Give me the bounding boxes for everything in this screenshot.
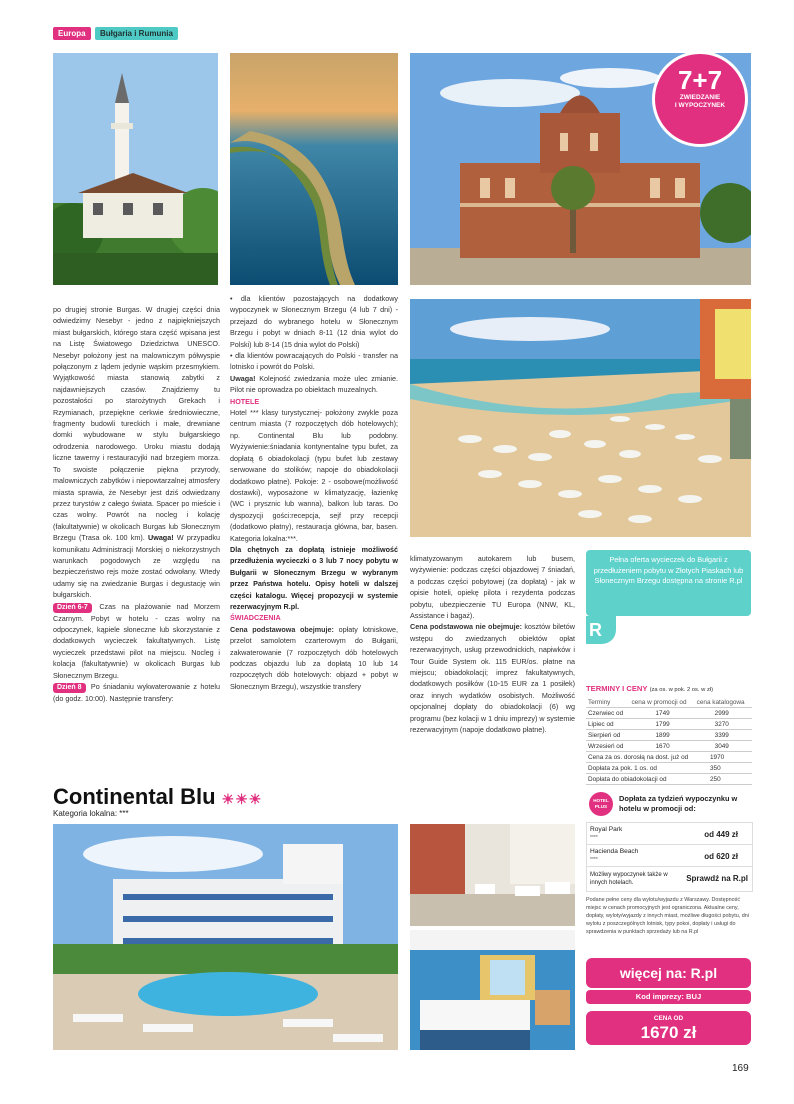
table-row [586,730,752,741]
term-cell: Wrzesień od [586,741,629,752]
col1-paragraph: po drugiej stronie Burgas. W drugiej części dnia odwiedzimy Nesebyr - jedno z najpiękniejszych miast bułgarskich, którego stara część wpisana jest na Listę Światowego Dziedzictwa UNESCO. Nesebyr położony jest na malowniczym półwyspie połączonym z lądem jedynie wąskim przesmykiem. Wyjątkowość miasta stanowią zabytki z najdawniejszych czasów. Znajdziemy tu pozostałości po starożytnych Grekach i Rzymianach, przepiękne cerkwie średniowieczne, fragmenty budowli tureckich i małe, drewniane domki wybudowane w stylu bułgarskiego odrodzenia narodowego. Uroku miastu dodają liczne tawerny i restauracyjki nad brzegiem morza. To swoiste połączenie piękna przyrody, malowniczych zabytków i niepowtarzalnej atmosfery miasta sprawia, że Nesebyr jest dziś odwiedzany przez turystów z całego świata. Spacer po mieście i czas wolny. Powrót na nocleg i kolację (fakultatywnie) w okolicach Burgas lub Słonecznym Brzegu (Trasa ok. 100 km). [53,305,220,543]
hotel-offer-name: Royal Park [590,826,623,833]
cena-obejmuje-label: Cena podstawowa obejmuje: [230,624,334,634]
region-tag: Europa [53,27,91,40]
prices-table [586,697,752,752]
promo-price-cell: 1670 [629,741,694,752]
check-on-rpl-link[interactable]: Sprawdź na R.pl [686,874,748,883]
uwaga-label: Uwaga! [148,533,174,543]
extra-label: Dopłata do obiadokolacji od [586,774,708,785]
term-cell: Lipiec od [586,719,629,730]
badge-number: 7+7 [677,65,723,95]
day-6-7-tag: Dzień 6-7 [53,603,92,613]
r-logo-icon[interactable]: R [589,620,602,640]
table-row [586,719,752,730]
extra-value: 350 [708,763,752,774]
term-cell: Czerwiec od [586,708,629,719]
more-hotels-label: Możliwy wypoczynek także w innych hotelach. [590,872,668,886]
category-label: Kategoria lokalna: *** [53,809,129,818]
catalog-price-cell: 2999 [695,708,752,719]
more-on-rpl-button[interactable]: więcej na: R.pl [586,958,751,988]
page-number: 169 [732,1063,749,1074]
country-tag: Bułgaria i Rumunia [95,27,178,40]
itinerary-column-1 [53,304,220,704]
promo-price-cell: 1899 [629,730,694,741]
cena-obejmuje-text: opłaty lotniskowe, przelot samolotem czarterowym do Bułgarii, zakwaterowanie (7 rozpoczętych dób hotelowych podczas objazdu lub za dopłatą 10 lub 14 rozpoczętych dób hotelowych: objazd + pobyt w Słonecznym Brzegu), wszystkie transfery [230,624,398,691]
tour-code-label: Kod imprezy: BUJ [586,990,751,1004]
prices-subtitle: (za os. w pok. 2 os. w zł) [649,687,714,693]
hotel-offer-stars: **** [590,857,598,863]
uwaga-text: Kolejność zwiedzania może ulec zmianie. Pilot nie oprowadza po obiektach muzealnych. [230,373,398,395]
col-header: cena w promocji od [629,697,694,708]
promo-price-cell: 1749 [629,708,694,719]
prices-section [586,684,752,785]
price-from-box [586,1011,751,1045]
table-row [586,774,752,785]
room-photo [410,930,575,1050]
day-8-text: Po śniadaniu wykwaterowanie z hotelu (do godz. 10:00). Następnie transfery: [53,682,220,703]
transfer-bullet-1: • dla klientów pozostających na dodatkowy wypoczynek w Słonecznym Brzegu (4 lub 7 dni) - przejazd do wybranego hotelu w Słonecznym Brzegu i pobyt w dniach 8-11 (12 dnia wylot do Polski) lub 8-14 (15 dnia wylot do Polski) [230,294,398,349]
hotel-pool-photo [53,824,398,1050]
badge-line1: ZWIEDZANIE [679,94,721,101]
hotele-text: Hotel *** klasy turystycznej- położony zwykle poza centrum miasta (7 rozpoczętych dób hotelowych); np. Continental Blu lub podobny. Wyżywienie:śniadania kontynentalne typu bufet, za dopłatą 6 obiadokolacji (typu bufet lub zestawy serwowane do stolików; napoje do obiadokolacji dodatkowo płatne). Pokoje: 2 - osobowe(możliwość dostawki), wyposażone w klimatyzację, łazienkę (WC i prysznic lub wanna), balkon lub taras. Do dyspozycji gości:recepcja, sejf przy recepcji (dodatkowo płatny), restauracja główna, bar, basen. Kategoria lokalna:***. [230,408,398,543]
hotel-offer-name: Hacienda Beach [590,848,639,855]
tour-type-badge [652,51,748,147]
price-from-label: CENA OD [653,1015,684,1022]
hotel-plus-title: Dopłata za tydzień wypoczynku w hotelu w promocji od: [619,794,738,813]
hotel-plus-line2: PLUS [594,804,608,809]
catalog-price-cell: 3399 [695,730,752,741]
col-header: cena katalogowa [695,697,752,708]
restaurant-photo [410,824,575,926]
col1-paragraph-b: W przypadku komunikatu Administracji Morskiej o niekorzystnych warunkach pogodowych ze względu na bezpieczeństwo rejs może zostać odwołany. Wtedy udamy się na zwiedzanie Burgas i degustację win bułgarskich. [53,533,221,600]
promo-box [586,550,751,616]
term-cell: Sierpień od [586,730,629,741]
disclaimer: Podane pełne ceny dla wylotu/wyjazdu z Warszawy. Dostępność miejsc w cenach promocyjnych jest ograniczona. Aktualne ceny, dopłaty, wyloty/wyjazdy z innych miast, możliwe długości pobytu, dni wylotu z poszczególnych lotnisk, typy pokoi, dopłaty i usługi do sprawdzenia w punktach sprzedaży lub na R.pl [586,897,749,935]
palace-photo [53,53,218,285]
itinerary-column-2 [230,293,398,692]
day-8-tag: Dzień 8 [53,683,86,693]
table-row [586,763,752,774]
hotel-offer-price: od 449 zł [704,830,738,839]
nie-obejmuje-text: kosztów biletów wstępu do zwiedzanych obiektów opłat rezerwacyjnych, usług przewodnickich, napiwków i Tour Guide System ok. 115 EUR/os. płatne na miejscu; obiadokolacji; imprez fakultatywnych, dodatkowych posiłków (10-15 EUR za 1 posiłek) oraz innych wydatków osobistych. Możliwość opcjonalnej dopłaty do obiadokolacji (6) wg programu (bez kolacji w 1 dniu imprezy) w systemie rezerwacyjnym (napoje dodatkowo płatne). [410,622,575,735]
transfer-bullet-2: • dla klientów powracających do Polski - transfer na lotnisko i powrót do Polski. [230,351,398,372]
uwaga-label-2: Uwaga! [230,373,256,383]
extension-note: Dla chętnych za dopłatą istnieje możliwość przedłużenia wycieczki o 3 lub 7 nocy pobytu w Bułgarii w Słonecznym Brzegu w wybranym przez Państwa hotelu. Opisy hoteli w dalszej części katalogu. Więcej propozycji w systemie rezerwacyjnym R.pl. [230,544,398,611]
table-row [586,741,752,752]
hotele-heading: HOTELE [230,396,260,406]
sun-rating-icon: ☀☀☀ [221,791,263,807]
hotel-plus-badge [589,792,613,816]
promo-price-cell: 1799 [629,719,694,730]
peninsula-photo [230,53,398,285]
col3-paragraph: klimatyzowanym autokarem lub busem, wyżywienie: podczas części objazdowej 7 śniadań, a podczas części pobytowej (za dopłatą) - jak w opisie hoteli, opiekę pilota i rezydenta podczas pobytu, ubezpieczenie TU Europa (NNW, KL, Assistance i bagaż). [410,554,575,621]
table-row [586,708,752,719]
catalog-price-cell: 3049 [695,741,752,752]
price-from-value: 1670 zł [640,1023,697,1042]
col-header: Terminy [586,697,629,708]
beach-photo [410,299,751,537]
hotel-plus-line1: HOTEL [593,798,609,803]
table-row [586,752,752,763]
extra-label: Cena za os. dorosłą na dost. już od [586,752,708,763]
badge-line2: I WYPOCZYNEK [674,102,726,109]
promo-text: Pełna oferta wycieczek do Bułgarii z przedłużeniem pobytu w Złotych Piaskach lub Słonecznym Brzegu dostępna na stronie R.pl [593,555,744,585]
hotel-offer-stars: **** [590,835,598,841]
more-hotels-row[interactable] [586,866,753,892]
hotel-title [53,784,262,810]
extras-table [586,752,752,785]
hotel-name: Continental Blu [53,784,216,809]
hotel-offer-price: od 620 zł [704,852,738,861]
prices-title: TERMINY I CENY [586,684,648,693]
extra-value: 250 [708,774,752,785]
day-6-7-text: Czas na plażowanie nad Morzem Czarnym. Pobyt w hotelu - czas wolny na odpoczynek, kąpiele słoneczne lub skorzystanie z dodatkowych wycieczek fakultatywnych. Listę wycieczek przedstawi pilot na miejscu. Nocleg i kolacja (fakultatywnie) w okolicach Burgas lub Słonecznym Brzegu. [53,601,220,680]
extra-value: 1970 [708,752,752,763]
nie-obejmuje-label: Cena podstawowa nie obejmuje: [410,622,522,632]
itinerary-column-3 [410,553,575,736]
swiadczenia-heading: ŚWIADCZENIA [230,613,281,623]
catalog-price-cell: 3270 [695,719,752,730]
extra-label: Dopłata za pok. 1 os. od [586,763,708,774]
